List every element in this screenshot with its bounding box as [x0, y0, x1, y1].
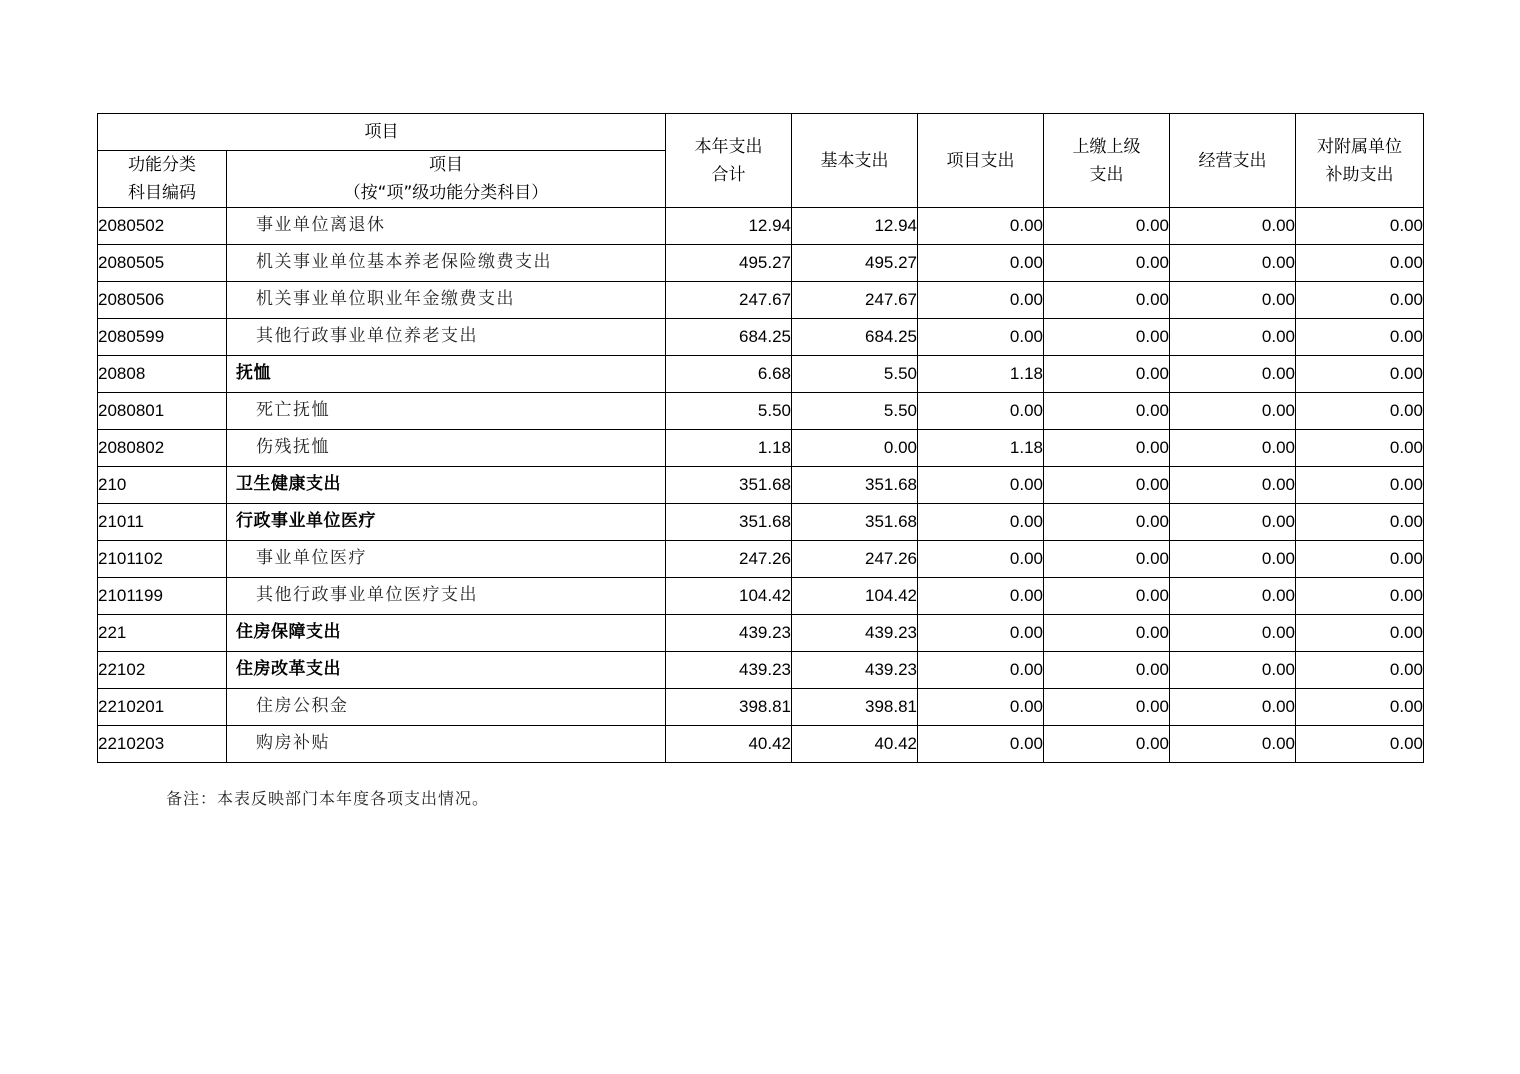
row-value: 398.81	[792, 689, 918, 726]
row-value: 351.68	[666, 504, 792, 541]
row-value: 0.00	[1296, 578, 1424, 615]
row-value: 5.50	[666, 393, 792, 430]
row-value: 495.27	[666, 245, 792, 282]
header-remit-superior: 上缴上级 支出	[1044, 114, 1170, 208]
header-basic: 基本支出	[792, 114, 918, 208]
row-value: 351.68	[666, 467, 792, 504]
row-value: 0.00	[1296, 282, 1424, 319]
header-name: 项目 （按“项”级功能分类科目）	[227, 151, 666, 208]
row-value: 0.00	[1170, 541, 1296, 578]
row-value: 0.00	[1170, 467, 1296, 504]
row-value: 0.00	[1296, 615, 1424, 652]
header-total: 本年支出 合计	[666, 114, 792, 208]
row-value: 439.23	[792, 652, 918, 689]
row-value: 0.00	[1296, 319, 1424, 356]
row-value: 0.00	[1044, 541, 1170, 578]
header-operating: 经营支出	[1170, 114, 1296, 208]
row-code: 2080599	[98, 319, 227, 356]
row-code: 221	[98, 615, 227, 652]
table-row	[98, 356, 1424, 393]
row-code: 21011	[98, 504, 227, 541]
row-value: 0.00	[1170, 689, 1296, 726]
row-value: 0.00	[1170, 282, 1296, 319]
row-value: 40.42	[666, 726, 792, 763]
row-code: 2210201	[98, 689, 227, 726]
table-row	[98, 578, 1424, 615]
row-value: 684.25	[792, 319, 918, 356]
row-value: 0.00	[1296, 245, 1424, 282]
table-row	[98, 467, 1424, 504]
row-value: 12.94	[666, 208, 792, 245]
row-value: 0.00	[1296, 393, 1424, 430]
table-row	[98, 541, 1424, 578]
row-value: 0.00	[1044, 578, 1170, 615]
footnote: 备注：本表反映部门本年度各项支出情况。	[166, 789, 490, 808]
header-code: 功能分类 科目编码	[98, 151, 227, 208]
row-name: 住房公积金	[227, 689, 666, 726]
row-value: 439.23	[666, 652, 792, 689]
row-value: 0.00	[1296, 356, 1424, 393]
row-value: 0.00	[918, 319, 1044, 356]
table-header	[98, 114, 1424, 208]
table-row	[98, 430, 1424, 467]
row-name: 机关事业单位基本养老保险缴费支出	[227, 245, 666, 282]
row-code: 2080502	[98, 208, 227, 245]
row-value: 0.00	[1170, 652, 1296, 689]
row-value: 351.68	[792, 504, 918, 541]
row-value: 0.00	[1170, 430, 1296, 467]
row-value: 0.00	[918, 282, 1044, 319]
table-row	[98, 393, 1424, 430]
row-value: 0.00	[1296, 467, 1424, 504]
row-value: 247.67	[666, 282, 792, 319]
table-row	[98, 208, 1424, 245]
row-value: 0.00	[918, 541, 1044, 578]
row-value: 104.42	[792, 578, 918, 615]
table-row	[98, 726, 1424, 763]
row-value: 247.67	[792, 282, 918, 319]
row-value: 0.00	[1044, 430, 1170, 467]
row-value: 0.00	[1044, 282, 1170, 319]
row-value: 247.26	[666, 541, 792, 578]
row-value: 351.68	[792, 467, 918, 504]
row-value: 0.00	[1296, 504, 1424, 541]
row-value: 247.26	[792, 541, 918, 578]
row-value: 0.00	[918, 726, 1044, 763]
row-value: 439.23	[666, 615, 792, 652]
row-value: 398.81	[666, 689, 792, 726]
row-value: 0.00	[1170, 319, 1296, 356]
table-row	[98, 245, 1424, 282]
row-value: 0.00	[1170, 504, 1296, 541]
row-value: 0.00	[918, 393, 1044, 430]
row-name: 卫生健康支出	[227, 467, 666, 504]
row-value: 0.00	[1170, 615, 1296, 652]
row-value: 0.00	[1296, 726, 1424, 763]
row-name: 购房补贴	[227, 726, 666, 763]
row-value: 0.00	[1044, 393, 1170, 430]
row-value: 104.42	[666, 578, 792, 615]
row-value: 0.00	[918, 467, 1044, 504]
row-value: 0.00	[1044, 208, 1170, 245]
table-row	[98, 689, 1424, 726]
row-value: 0.00	[1296, 208, 1424, 245]
row-value: 0.00	[918, 578, 1044, 615]
row-name: 住房保障支出	[227, 615, 666, 652]
row-value: 0.00	[1296, 541, 1424, 578]
table-row	[98, 615, 1424, 652]
row-value: 0.00	[1044, 356, 1170, 393]
header-project: 项目支出	[918, 114, 1044, 208]
row-value: 0.00	[1170, 245, 1296, 282]
row-value: 5.50	[792, 393, 918, 430]
row-value: 495.27	[792, 245, 918, 282]
row-value: 0.00	[1044, 652, 1170, 689]
row-value: 0.00	[1044, 726, 1170, 763]
row-value: 1.18	[918, 430, 1044, 467]
expenditure-table	[97, 113, 1424, 763]
row-value: 0.00	[1170, 726, 1296, 763]
row-value: 0.00	[1170, 208, 1296, 245]
table-row	[98, 319, 1424, 356]
row-code: 2080506	[98, 282, 227, 319]
row-code: 2101199	[98, 578, 227, 615]
row-value: 1.18	[918, 356, 1044, 393]
row-code: 22102	[98, 652, 227, 689]
row-name: 死亡抚恤	[227, 393, 666, 430]
row-value: 0.00	[918, 689, 1044, 726]
row-value: 40.42	[792, 726, 918, 763]
row-value: 0.00	[1044, 504, 1170, 541]
row-value: 0.00	[1296, 652, 1424, 689]
row-value: 0.00	[1296, 430, 1424, 467]
row-code: 2080802	[98, 430, 227, 467]
row-value: 0.00	[792, 430, 918, 467]
row-code: 2080801	[98, 393, 227, 430]
row-value: 6.68	[666, 356, 792, 393]
row-name: 抚恤	[227, 356, 666, 393]
row-value: 0.00	[1170, 356, 1296, 393]
row-value: 0.00	[918, 615, 1044, 652]
header-row-1	[98, 114, 1424, 151]
row-value: 0.00	[1044, 615, 1170, 652]
row-value: 1.18	[666, 430, 792, 467]
row-value: 0.00	[1170, 578, 1296, 615]
row-value: 0.00	[1170, 393, 1296, 430]
row-name: 事业单位离退休	[227, 208, 666, 245]
row-value: 0.00	[1044, 467, 1170, 504]
row-name: 其他行政事业单位医疗支出	[227, 578, 666, 615]
row-code: 20808	[98, 356, 227, 393]
row-value: 5.50	[792, 356, 918, 393]
header-subsidy-affiliates: 对附属单位 补助支出	[1296, 114, 1424, 208]
row-value: 439.23	[792, 615, 918, 652]
row-value: 12.94	[792, 208, 918, 245]
table-row	[98, 652, 1424, 689]
row-value: 0.00	[1044, 689, 1170, 726]
row-value: 0.00	[918, 652, 1044, 689]
row-value: 0.00	[918, 504, 1044, 541]
row-name: 机关事业单位职业年金缴费支出	[227, 282, 666, 319]
row-value: 0.00	[1044, 319, 1170, 356]
header-group-label: 项目	[98, 114, 666, 151]
row-name: 事业单位医疗	[227, 541, 666, 578]
row-name: 伤残抚恤	[227, 430, 666, 467]
row-code: 2210203	[98, 726, 227, 763]
row-value: 0.00	[918, 245, 1044, 282]
row-code: 2080505	[98, 245, 227, 282]
row-value: 0.00	[918, 208, 1044, 245]
row-name: 其他行政事业单位养老支出	[227, 319, 666, 356]
row-code: 2101102	[98, 541, 227, 578]
row-code: 210	[98, 467, 227, 504]
row-name: 行政事业单位医疗	[227, 504, 666, 541]
row-value: 684.25	[666, 319, 792, 356]
row-value: 0.00	[1044, 245, 1170, 282]
table-body	[98, 208, 1424, 763]
row-value: 0.00	[1296, 689, 1424, 726]
row-name: 住房改革支出	[227, 652, 666, 689]
table-row	[98, 504, 1424, 541]
table-row	[98, 282, 1424, 319]
